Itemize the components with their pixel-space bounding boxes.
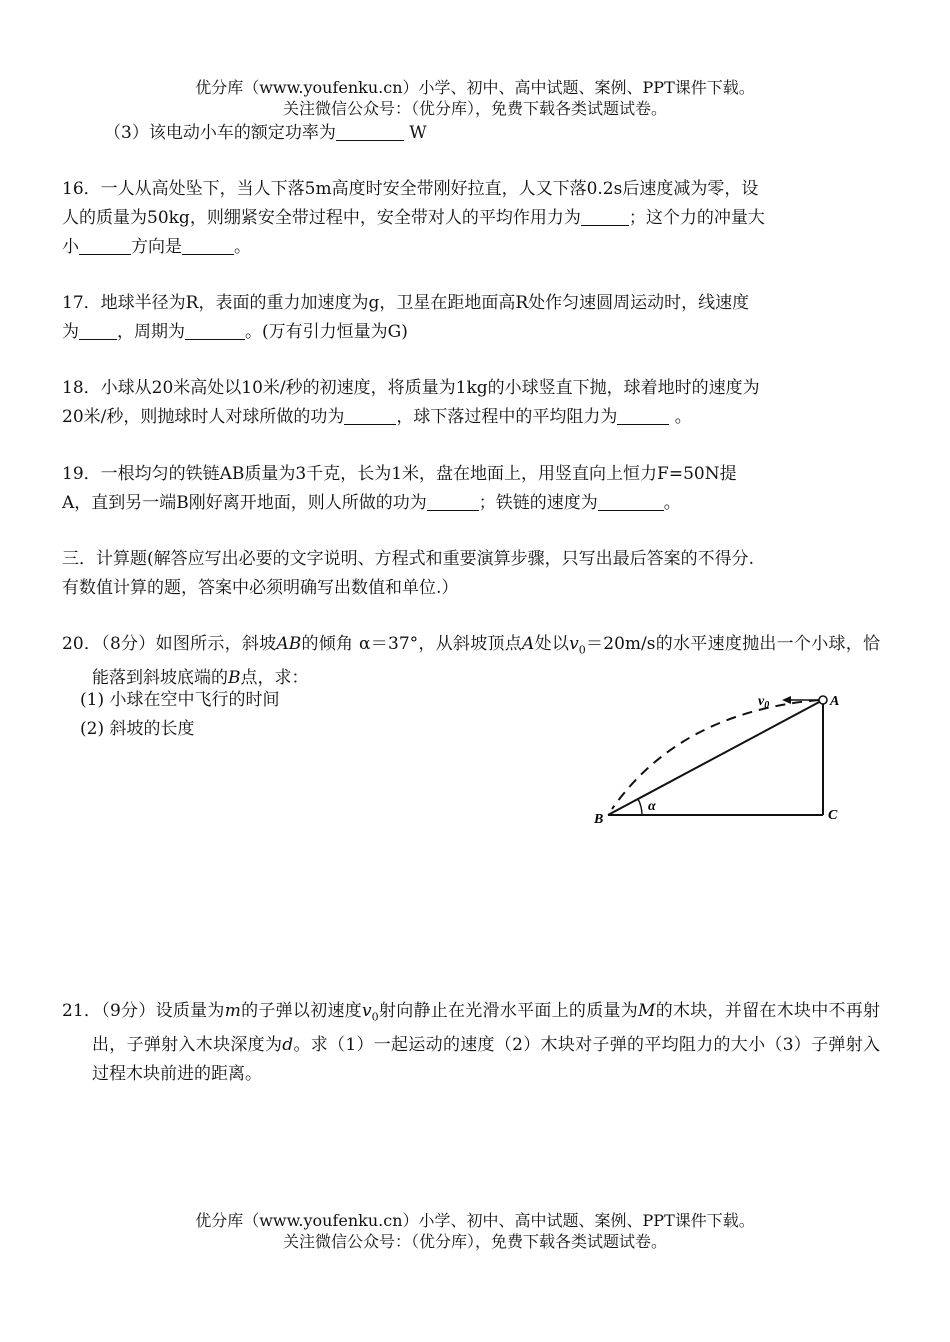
q20-velocity-symbol: v bbox=[569, 634, 579, 654]
question-19 bbox=[62, 460, 850, 518]
q17-number: 17． bbox=[62, 293, 101, 313]
footer-line-2: 关注微信公众号：（优分库），免费下载各类试题试卷。 bbox=[282, 1232, 667, 1251]
q18-blank-resistance bbox=[617, 407, 669, 425]
label-a: A bbox=[830, 694, 840, 709]
velocity-arrowhead bbox=[782, 696, 791, 704]
q21-text-3: 射向静止在光滑水平面上的质量为 bbox=[378, 1001, 639, 1021]
q20-point-b: B bbox=[228, 668, 241, 689]
q19-blank-work bbox=[427, 493, 479, 511]
q21-mass-big-m: M bbox=[638, 1001, 656, 1021]
q17-blank-velocity bbox=[79, 322, 117, 340]
label-alpha: α bbox=[648, 799, 656, 814]
q21-velocity-subscript: 0 bbox=[371, 1010, 379, 1024]
q21-text-2: 的子弹以初速度 bbox=[240, 1001, 363, 1021]
q21-mass-m: m bbox=[224, 1001, 241, 1021]
q18-line-2b: ，球下落过程中的平均阻力为 bbox=[396, 407, 618, 427]
q20-point-a: A bbox=[522, 634, 535, 654]
q16-blank-force bbox=[581, 208, 629, 226]
q20-subpart-2: (2) 斜坡的长度 bbox=[80, 719, 195, 739]
q16-line-1: 一人从高处坠下，当人下落5m高度时安全带刚好拉直，人又下落0.2s后速度减为零，设 bbox=[100, 179, 759, 199]
slope-line-ab bbox=[608, 700, 823, 815]
q18-line-1: 小球从20米高处以10米/秒的初速度，将质量为1kg的小球竖直下抛，球着地时的速度为 bbox=[100, 378, 760, 398]
section-3-line-2: 有数值计算的题，答案中必须明确写出数值和单位.） bbox=[62, 578, 459, 598]
question-18 bbox=[62, 374, 850, 432]
q16-line-2a: 人的质量为50kg，则绷紧安全带过程中，安全带对人的平均作用力为 bbox=[62, 208, 581, 228]
q15-3-answer-blank bbox=[336, 123, 404, 141]
q18-line-2c: 。 bbox=[674, 407, 692, 427]
q15-3-text: （3）该电动小车的额定功率为 bbox=[104, 123, 336, 143]
q17-line-2b: ，周期为 bbox=[117, 322, 185, 342]
q21-number: 21． bbox=[62, 1001, 102, 1021]
question-17 bbox=[62, 289, 850, 347]
q17-line-2c: 。(万有引力恒量为G) bbox=[245, 322, 408, 342]
q15-3-unit: W bbox=[409, 123, 427, 143]
q20-text-1: （8分）如图所示，斜坡 bbox=[101, 634, 277, 654]
q20-velocity-subscript: 0 bbox=[578, 643, 586, 657]
q20-text-3: 处以 bbox=[534, 634, 570, 654]
label-b: B bbox=[594, 812, 604, 827]
q20-text-5: 点，求： bbox=[240, 668, 309, 689]
question-16 bbox=[62, 175, 850, 262]
q21-text-1: （9分）设质量为 bbox=[101, 1001, 225, 1021]
q19-line-2a: A，直到另一端B刚好离开地面，则人所做的功为 bbox=[62, 493, 427, 513]
q16-line-3c: 。 bbox=[234, 237, 251, 257]
question-20-subparts bbox=[80, 686, 560, 744]
q17-line-1: 地球半径为R，表面的重力加速度为g，卫星在距地面高R处作匀速圆周运动时，线速度 bbox=[100, 293, 750, 313]
question-21 bbox=[62, 997, 880, 1089]
q16-line-3b: 方向是 bbox=[131, 237, 182, 257]
page-header bbox=[0, 77, 950, 119]
q17-blank-period bbox=[185, 322, 245, 340]
header-line-1: 优分库（www.youfenku.cn）小学、初中、高中试题、案例、PPT课件下载。 bbox=[195, 78, 755, 97]
q20-text-4: ＝20m/s的水平速度抛出一个小球，恰能落到斜坡底端的 bbox=[92, 634, 880, 689]
q16-line-2b: ；这个力的冲量大 bbox=[628, 208, 765, 228]
q19-line-1: 一根均匀的铁链AB质量为3千克，长为1米，盘在地面上，用竖直向上恒力F=50N提 bbox=[100, 464, 737, 484]
q16-blank-direction bbox=[182, 237, 234, 255]
header-line-2: 关注微信公众号：（优分库），免费下载各类试题试卷。 bbox=[282, 99, 667, 118]
ball bbox=[819, 696, 827, 704]
q21-text-4: 的木块，并留在木块中不再射出，子弹射入木块深度为 bbox=[92, 1001, 881, 1056]
projectile-trajectory bbox=[612, 700, 819, 809]
q20-subpart-1: (1) 小球在空中飞行的时间 bbox=[80, 690, 280, 710]
q18-number: 18． bbox=[62, 378, 101, 398]
q20-number: 20． bbox=[62, 634, 102, 654]
q19-line-2c: 。 bbox=[663, 493, 681, 513]
label-v0: $v_0$ bbox=[758, 694, 770, 711]
slope-projectile-diagram bbox=[590, 682, 860, 832]
q20-slope-ab: AB bbox=[276, 634, 302, 654]
q21-velocity-symbol: v bbox=[362, 1001, 372, 1021]
footer-line-1: 优分库（www.youfenku.cn）小学、初中、高中试题、案例、PPT课件下载。 bbox=[195, 1211, 755, 1230]
q16-blank-impulse bbox=[79, 237, 131, 255]
section-3-line-1: 三．计算题(解答应写出必要的文字说明、方程式和重要演算步骤，只写出最后答案的不得分. bbox=[62, 549, 755, 569]
q19-blank-velocity bbox=[598, 493, 664, 511]
q17-line-2a: 为 bbox=[62, 322, 79, 342]
q18-line-2a: 20米/秒，则抛球时人对球所做的功为 bbox=[62, 407, 345, 427]
label-c: C bbox=[828, 808, 838, 823]
page-footer bbox=[0, 1210, 950, 1252]
section-3-heading bbox=[62, 545, 850, 603]
q16-line-3a: 小 bbox=[62, 237, 79, 257]
q16-number: 16． bbox=[62, 179, 101, 199]
q21-text-5: 。求（1）一起运动的速度（2）木块对子弹的平均阻力的大小（3）子弹射入过程木块前进的距离。 bbox=[92, 1035, 880, 1085]
question-15-part-3 bbox=[104, 119, 804, 148]
angle-arc bbox=[638, 799, 642, 815]
q19-number: 19． bbox=[62, 464, 101, 484]
q18-blank-work bbox=[344, 407, 396, 425]
q20-text-2: 的倾角 α＝37°，从斜坡顶点 bbox=[301, 634, 523, 654]
q21-depth-d: d bbox=[282, 1035, 294, 1056]
q19-line-2b: ；铁链的速度为 bbox=[478, 493, 598, 513]
